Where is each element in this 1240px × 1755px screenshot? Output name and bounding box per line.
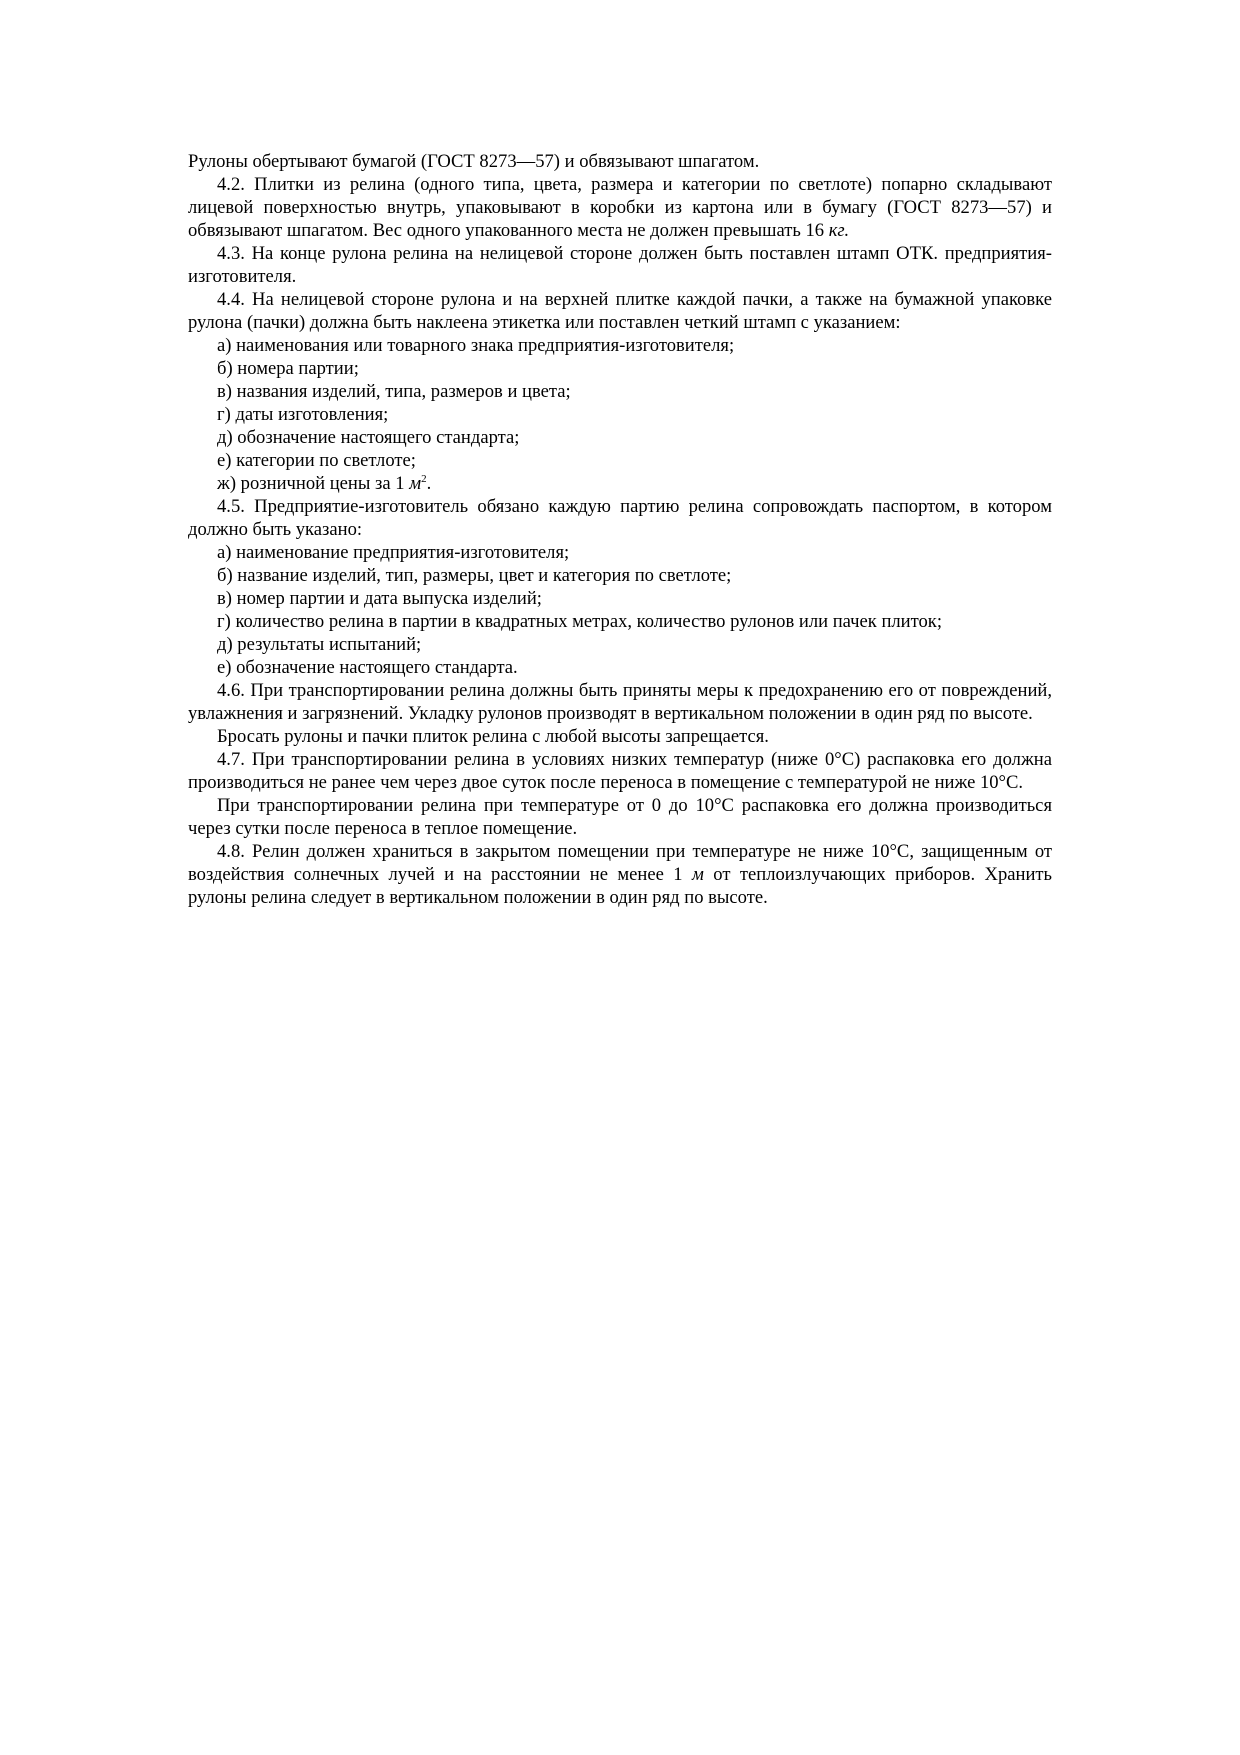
list-item: а) наименование предприятия-изготовителя; [217, 542, 570, 563]
list-item: б) название изделий, тип, размеры, цвет и категория по светлоте; [217, 565, 732, 586]
list-item: д) обозначение настоящего стандарта; [217, 427, 520, 448]
paragraph-4-7b [188, 794, 1052, 840]
list-item-text: ж) розничной цены за 1 [217, 473, 405, 494]
paragraph-4-5-text: 4.5. Предприятие-изготовитель обязано каждую партию релина сопровождать паспортом, в котором должно быть указано: [188, 496, 1052, 540]
paragraph-4-2 [188, 173, 1052, 242]
paragraph-intro [188, 150, 1052, 173]
paragraph-4-2-text: 4.2. Плитки из релина (одного типа, цвета, размера и категории по светлоте) попарно складывают лицевой поверхностью внутрь, упаковывают в коробки из картона или в бумагу (ГОСТ 8273—57) и обвязывают шпагатом. Вес одного упакованного места не должен превышать 16 [188, 174, 1052, 241]
paragraph-4-4-text: 4.4. На нелицевой стороне рулона и на верхней плитке каждой пачки, а также на бумажной упаковке рулона (пачки) должна быть наклеена этикетка или поставлен четкий штамп с указанием: [188, 289, 1052, 333]
superscript-2: 2 [421, 472, 427, 485]
list-item-end: . [426, 473, 432, 494]
paragraph-4-8 [188, 840, 1052, 909]
list-item: в) номер партии и дата выпуска изделий; [217, 588, 542, 609]
paragraph-4-3 [188, 242, 1052, 288]
paragraph-intro-text: Рулоны обертывают бумагой (ГОСТ 8273—57) и обвязывают шпагатом. [188, 151, 760, 172]
unit-m: м [409, 473, 422, 494]
list-item: а) наименования или товарного знака предприятия-изготовителя; [217, 335, 735, 356]
list-item-retail-price [188, 472, 1052, 495]
paragraph-4-7 [188, 748, 1052, 794]
unit-kg: кг. [828, 220, 850, 241]
unit-m: м [691, 864, 704, 885]
paragraph-4-8-text-a: 4.8. Релин должен храниться в закрытом помещении при температуре не ниже 10°С, защищенным от воздействия солнечных лучей и на расстоянии не менее 1 [188, 841, 1052, 885]
paragraph-4-6-text: 4.6. При транспортировании релина должны быть приняты меры к предохранению его от повреждений, увлажнения и загрязнений. Укладку рулонов производят в вертикальном положении в один ряд по высоте. [188, 680, 1052, 724]
list-item: е) обозначение настоящего стандарта. [217, 657, 518, 678]
list-item: е) категории по светлоте; [217, 450, 416, 471]
list-item: в) названия изделий, типа, размеров и цвета; [217, 381, 571, 402]
document-page [188, 150, 1052, 909]
list-item: г) количество релина в партии в квадратных метрах, количество рулонов или пачек плиток; [217, 611, 943, 632]
paragraph-4-8-text-b: от теплоизлучающих приборов. Хранить рулоны релина следует в вертикальном положении в один ряд по высоте. [188, 864, 1052, 908]
paragraph-4-3-text: 4.3. На конце рулона релина на нелицевой стороне должен быть поставлен штамп ОТК. предприятия-изготовителя. [188, 243, 1052, 287]
list-item: г) даты изготовления; [217, 404, 389, 425]
list-item: б) номера партии; [217, 358, 359, 379]
paragraph-4-6b [188, 725, 1052, 748]
paragraph-4-7-text: 4.7. При транспортировании релина в условиях низких температур (ниже 0°С) распаковка его должна производиться не ранее чем через двое суток после переноса в помещение с температурой не ниже 10°С. [188, 749, 1052, 793]
paragraph-4-6b-text: Бросать рулоны и пачки плиток релина с любой высоты запрещается. [217, 726, 769, 747]
paragraph-4-7b-text: При транспортировании релина при температуре от 0 до 10°С распаковка его должна производиться через сутки после переноса в теплое помещение. [188, 795, 1052, 839]
paragraph-4-4 [188, 288, 1052, 334]
paragraph-4-6 [188, 679, 1052, 725]
paragraph-4-5 [188, 495, 1052, 541]
list-item: д) результаты испытаний; [217, 634, 422, 655]
